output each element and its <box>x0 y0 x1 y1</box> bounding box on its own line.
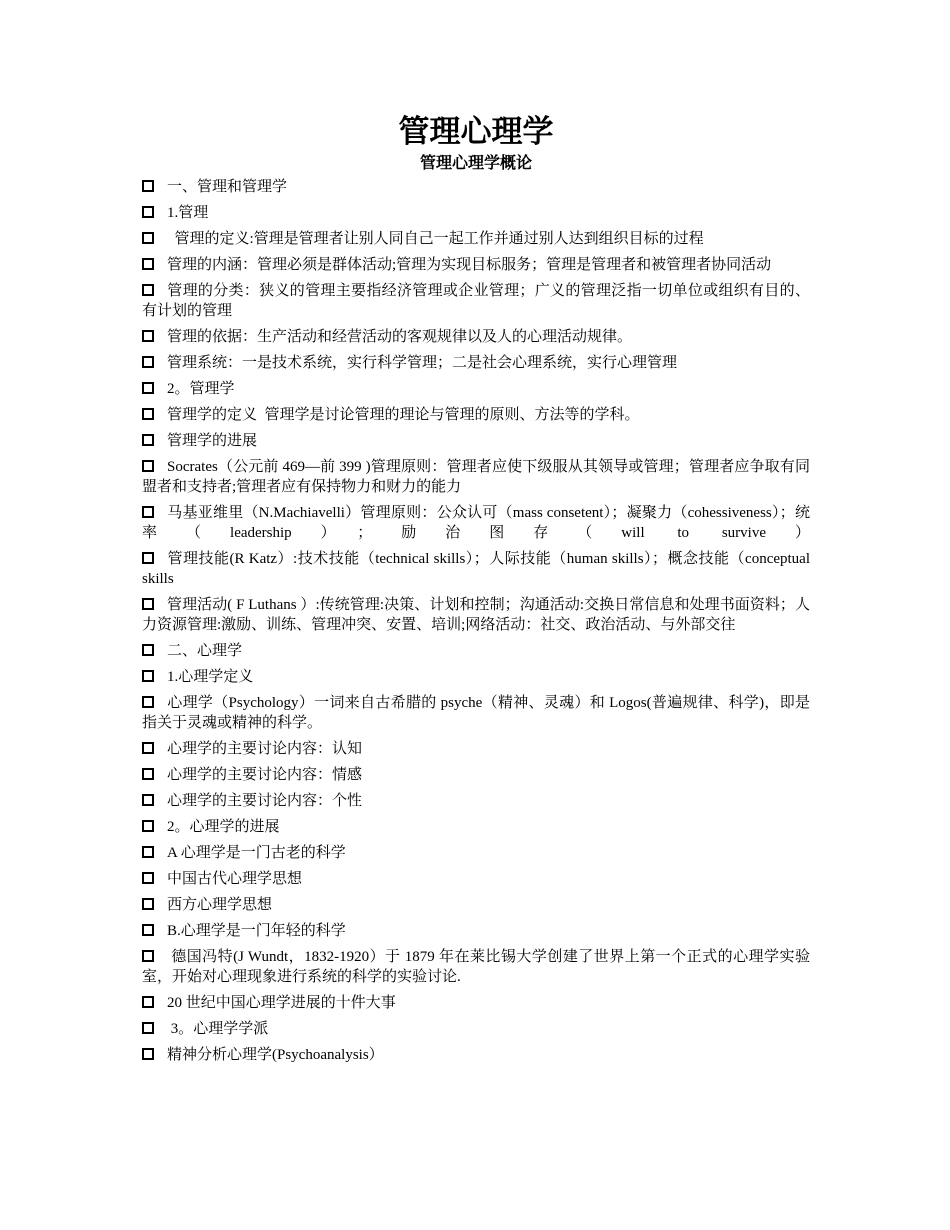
checkbox-bullet-icon <box>142 434 154 446</box>
checkbox-bullet-icon <box>142 408 154 420</box>
list-item <box>142 765 810 785</box>
checkbox-bullet-icon <box>142 552 154 564</box>
list-item <box>142 177 810 197</box>
document-title: 管理心理学 <box>398 114 554 150</box>
list-item-text: 1.管理 <box>167 205 209 221</box>
list-item-text: 管理的依据：生产活动和经营活动的客观规律以及人的心理活动规律。 <box>167 329 633 345</box>
list-item <box>142 327 810 347</box>
checkbox-bullet-icon <box>142 460 154 472</box>
list-item-text: 管理技能(R Katz）:技术技能（technical skills）；人际技能（human skills）；概念技能（conceptual skills <box>142 551 814 587</box>
list-item <box>142 405 810 425</box>
checkbox-bullet-icon <box>142 206 154 218</box>
list-item <box>142 229 810 249</box>
list-item-text: 管理的分类：狭义的管理主要指经济管理或企业管理；广义的管理泛指一切单位或组织有目的、有计划的管理 <box>142 283 810 319</box>
list-item-text: 德国冯特(J Wundt，1832-1920）于 1879 年在莱比锡大学创建了世界上第一个正式的心理学实验室，开始对心理现象进行系统的科学的实验讨论. <box>142 949 810 985</box>
list-item <box>142 457 810 497</box>
list-item <box>142 843 810 863</box>
list-item <box>142 791 810 811</box>
checkbox-bullet-icon <box>142 898 154 910</box>
checkbox-bullet-icon <box>142 258 154 270</box>
checkbox-bullet-icon <box>142 232 154 244</box>
list-item-text: 1.心理学定义 <box>167 669 254 685</box>
checkbox-bullet-icon <box>142 330 154 342</box>
checkbox-bullet-icon <box>142 284 154 296</box>
list-item <box>142 667 810 687</box>
list-item-text: 中国古代心理学思想 <box>167 871 303 887</box>
checkbox-bullet-icon <box>142 506 154 518</box>
checkbox-bullet-icon <box>142 1022 154 1034</box>
checkbox-bullet-icon <box>142 644 154 656</box>
list-item <box>142 693 810 733</box>
list-item <box>142 281 810 321</box>
list-item <box>142 549 814 589</box>
checkbox-bullet-icon <box>142 670 154 682</box>
list-item-text: 管理系统：一是技术系统，实行科学管理；二是社会心理系统，实行心理管理 <box>167 355 678 371</box>
list-item-text: 一、管理和管理学 <box>167 179 288 195</box>
checkbox-bullet-icon <box>142 742 154 754</box>
list-item <box>142 595 810 635</box>
checkbox-bullet-icon <box>142 598 154 610</box>
bullet-list <box>142 177 814 1065</box>
list-item-text: 心理学（Psychology）一词来自古希腊的 psyche（精神、灵魂）和 Logos(普遍规律、科学)，即是指关于灵魂或精神的科学。 <box>142 695 810 731</box>
list-item-text: 2。心理学的进展 <box>167 819 280 835</box>
list-item <box>142 1019 810 1039</box>
list-item <box>142 895 810 915</box>
list-item <box>142 353 810 373</box>
list-item-text: 精神分析心理学(Psychoanalysis） <box>167 1047 384 1063</box>
list-item-text: 西方心理学思想 <box>167 897 273 913</box>
list-item <box>142 993 810 1013</box>
document-page <box>142 112 814 1071</box>
checkbox-bullet-icon <box>142 768 154 780</box>
list-item <box>142 431 810 451</box>
list-item-text: 管理活动( F Luthans ）:传统管理:决策、计划和控制；沟通活动:交换日常信息和处理书面资料；人力资源管理:激励、训练、管理冲突、安置、培训;网络活动：社交、政治活动、与外部交往 <box>142 597 810 633</box>
list-item-text: 管理学的定义 管理学是讨论管理的理论与管理的原则、方法等的学科。 <box>167 407 640 423</box>
checkbox-bullet-icon <box>142 872 154 884</box>
list-item <box>142 817 810 837</box>
list-item-text: 2。管理学 <box>167 381 235 397</box>
list-item-text: 马基亚维里（N.Machiavelli）管理原则：公众认可（mass consetent）；凝聚力（cohessiveness）；统率（leadership）；励治图存（will to survive） <box>142 505 810 541</box>
list-item-text: 3。心理学学派 <box>167 1021 269 1037</box>
list-item-text: 心理学的主要讨论内容：个性 <box>167 793 363 809</box>
checkbox-bullet-icon <box>142 794 154 806</box>
list-item <box>142 503 810 543</box>
checkbox-bullet-icon <box>142 696 154 708</box>
checkbox-bullet-icon <box>142 996 154 1008</box>
list-item <box>142 641 810 661</box>
list-item <box>142 379 810 399</box>
list-item-text: Socrates（公元前 469—前 399 )管理原则：管理者应使下级服从其领导或管理；管理者应争取有同盟者和支持者;管理者应有保持物力和财力的能力 <box>142 459 810 495</box>
checkbox-bullet-icon <box>142 356 154 368</box>
checkbox-bullet-icon <box>142 846 154 858</box>
list-item <box>142 203 810 223</box>
list-item <box>142 1045 810 1065</box>
list-item-text: 管理学的进展 <box>167 433 258 449</box>
list-item-text: 二、心理学 <box>167 643 243 659</box>
list-item-text: 20 世纪中国心理学进展的十件大事 <box>167 995 396 1011</box>
document-subtitle: 管理心理学概论 <box>419 153 532 172</box>
list-item <box>142 869 810 889</box>
list-item <box>142 947 810 987</box>
checkbox-bullet-icon <box>142 382 154 394</box>
list-item-text: 心理学的主要讨论内容：情感 <box>167 767 363 783</box>
checkbox-bullet-icon <box>142 950 154 962</box>
list-item <box>142 255 810 275</box>
list-item-text: 心理学的主要讨论内容：认知 <box>167 741 363 757</box>
list-item-text: 管理的定义:管理是管理者让别人同自己一起工作并通过别人达到组织目标的过程 <box>167 231 704 247</box>
checkbox-bullet-icon <box>142 924 154 936</box>
checkbox-bullet-icon <box>142 820 154 832</box>
list-item <box>142 921 810 941</box>
list-item <box>142 739 810 759</box>
list-item-text: 管理的内涵：管理必须是群体活动;管理为实现目标服务；管理是管理者和被管理者协同活动 <box>167 257 772 273</box>
checkbox-bullet-icon <box>142 180 154 192</box>
checkbox-bullet-icon <box>142 1048 154 1060</box>
list-item-text: B.心理学是一门年轻的科学 <box>167 923 346 939</box>
list-item-text: A 心理学是一门古老的科学 <box>167 845 346 861</box>
